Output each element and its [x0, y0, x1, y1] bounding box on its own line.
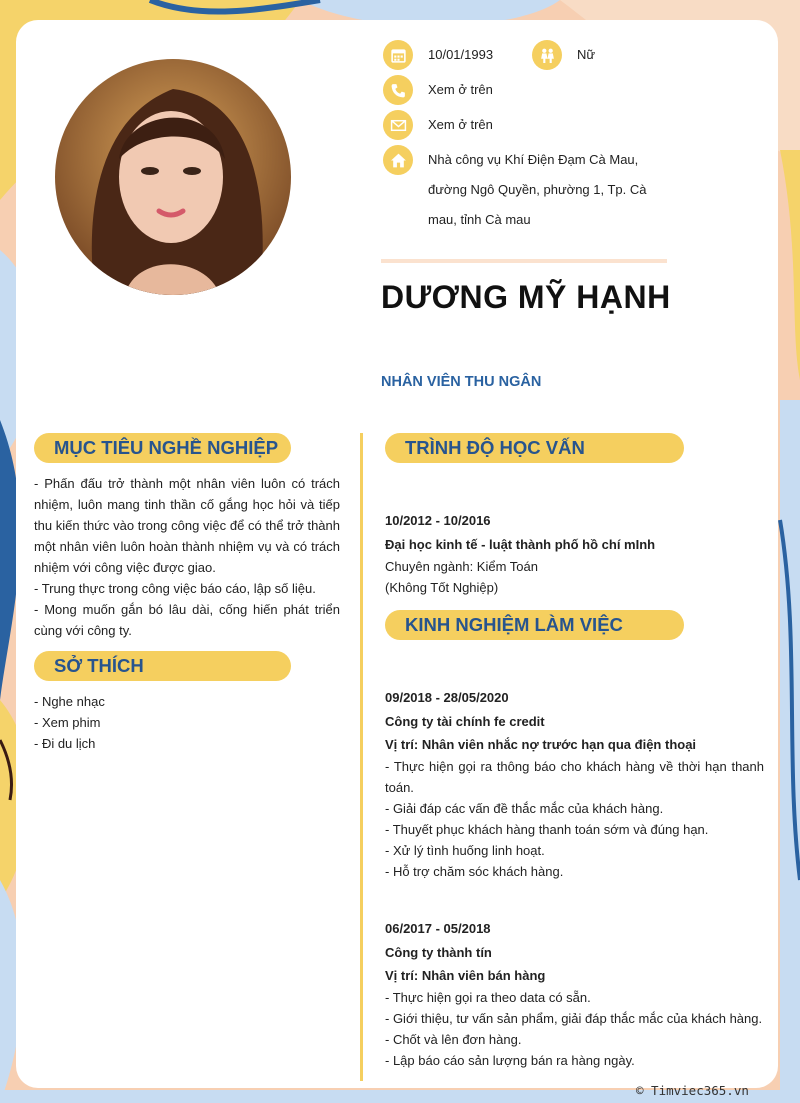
- job-title: NHÂN VIÊN THU NGÂN: [381, 374, 542, 390]
- job-task: - Thực hiện gọi ra theo data có sẵn.: [385, 990, 591, 1005]
- job-task: - Xử lý tình huống linh hoạt.: [385, 843, 545, 858]
- education-heading: TRÌNH ĐỘ HỌC VẤN: [385, 433, 684, 463]
- education-note: (Không Tốt Nghiệp): [385, 580, 499, 595]
- address-row: [383, 145, 658, 235]
- dob-row: [383, 40, 493, 70]
- column-divider: [360, 433, 363, 1081]
- job-period: 09/2018 - 28/05/2020: [385, 690, 509, 705]
- phone-row: [383, 75, 493, 105]
- objective-paragraph: - Mong muốn gắn bó lâu dài, cống hiến phát triển cùng với công ty.: [34, 602, 340, 638]
- hobbies-list: [34, 691, 334, 754]
- education-school: Đại học kinh tế - luật thành phố hồ chí mInh: [385, 537, 656, 552]
- experience-entry: [385, 917, 764, 1071]
- hobby-item: - Xem phim: [34, 715, 101, 730]
- education-major: Chuyên ngành: Kiểm Toán: [385, 559, 538, 574]
- experience-heading: KINH NGHIỆM LÀM VIỆC: [385, 610, 684, 640]
- phone-value: Xem ở trên: [428, 82, 493, 97]
- dob-value: 10/01/1993: [428, 47, 494, 62]
- home-icon: [383, 145, 413, 175]
- job-position: Vị trí: Nhân viên nhắc nợ trước hạn qua điện thoại: [385, 737, 697, 752]
- gender-icon: [532, 40, 562, 70]
- gender-row: [532, 40, 595, 70]
- header-divider: [381, 259, 667, 263]
- job-task: - Giới thiệu, tư vấn sản phẩm, giải đáp thắc mắc của khách hàng.: [385, 1011, 763, 1026]
- mail-icon: [383, 110, 413, 140]
- job-task: - Giải đáp các vấn đề thắc mắc của khách hàng.: [385, 801, 664, 816]
- objective-text: [34, 473, 340, 641]
- objective-paragraph: - Trung thực trong công việc báo cáo, lập số liệu.: [34, 581, 316, 596]
- job-task: - Hỗ trợ chăm sóc khách hàng.: [385, 864, 564, 879]
- calendar-icon: [383, 40, 413, 70]
- experience-entry: [385, 686, 764, 882]
- job-company: Công ty tài chính fe credit: [385, 714, 545, 729]
- education-period: 10/2012 - 10/2016: [385, 513, 491, 528]
- job-task: - Chốt và lên đơn hàng.: [385, 1032, 522, 1047]
- job-period: 06/2017 - 05/2018: [385, 921, 491, 936]
- job-position: Vị trí: Nhân viên bán hàng: [385, 968, 546, 983]
- education-entry: [385, 509, 764, 598]
- gender-value: Nữ: [577, 47, 596, 62]
- address-value: Nhà công vụ Khí Điện Đạm Cà Mau, đường Ngô Quyền, phường 1, Tp. Cà mau, tỉnh Cà mau: [428, 152, 647, 227]
- candidate-name: DƯƠNG MỸ HẠNH: [381, 279, 671, 315]
- email-value: Xem ở trên: [428, 117, 493, 132]
- objective-heading: MỤC TIÊU NGHỀ NGHIỆP: [34, 433, 291, 463]
- job-task: - Lập báo cáo sản lượng bán ra hàng ngày.: [385, 1053, 635, 1068]
- hobby-item: - Nghe nhạc: [34, 694, 105, 709]
- job-task: - Thực hiện gọi ra thông báo cho khách hàng về thời hạn thanh toán.: [385, 759, 764, 795]
- hobby-item: - Đi du lịch: [34, 736, 96, 751]
- objective-paragraph: - Phấn đấu trở thành một nhân viên luôn có trách nhiệm, luôn mang tinh thần cố gắng học hỏi và tiếp thu kiến thức vào trong công việc để có thể trở thành một nhân viên luôn hoàn thành nhiệm vụ và có trách nhiệm với công việc được giao.: [34, 476, 340, 575]
- watermark: © Timviec365.vn: [636, 1083, 749, 1098]
- phone-icon: [383, 75, 413, 105]
- avatar-photo: [55, 59, 291, 295]
- job-task: - Thuyết phục khách hàng thanh toán sớm và đúng hạn.: [385, 822, 709, 837]
- hobbies-heading: SỞ THÍCH: [34, 651, 291, 681]
- email-row: [383, 110, 493, 140]
- job-company: Công ty thành tín: [385, 945, 492, 960]
